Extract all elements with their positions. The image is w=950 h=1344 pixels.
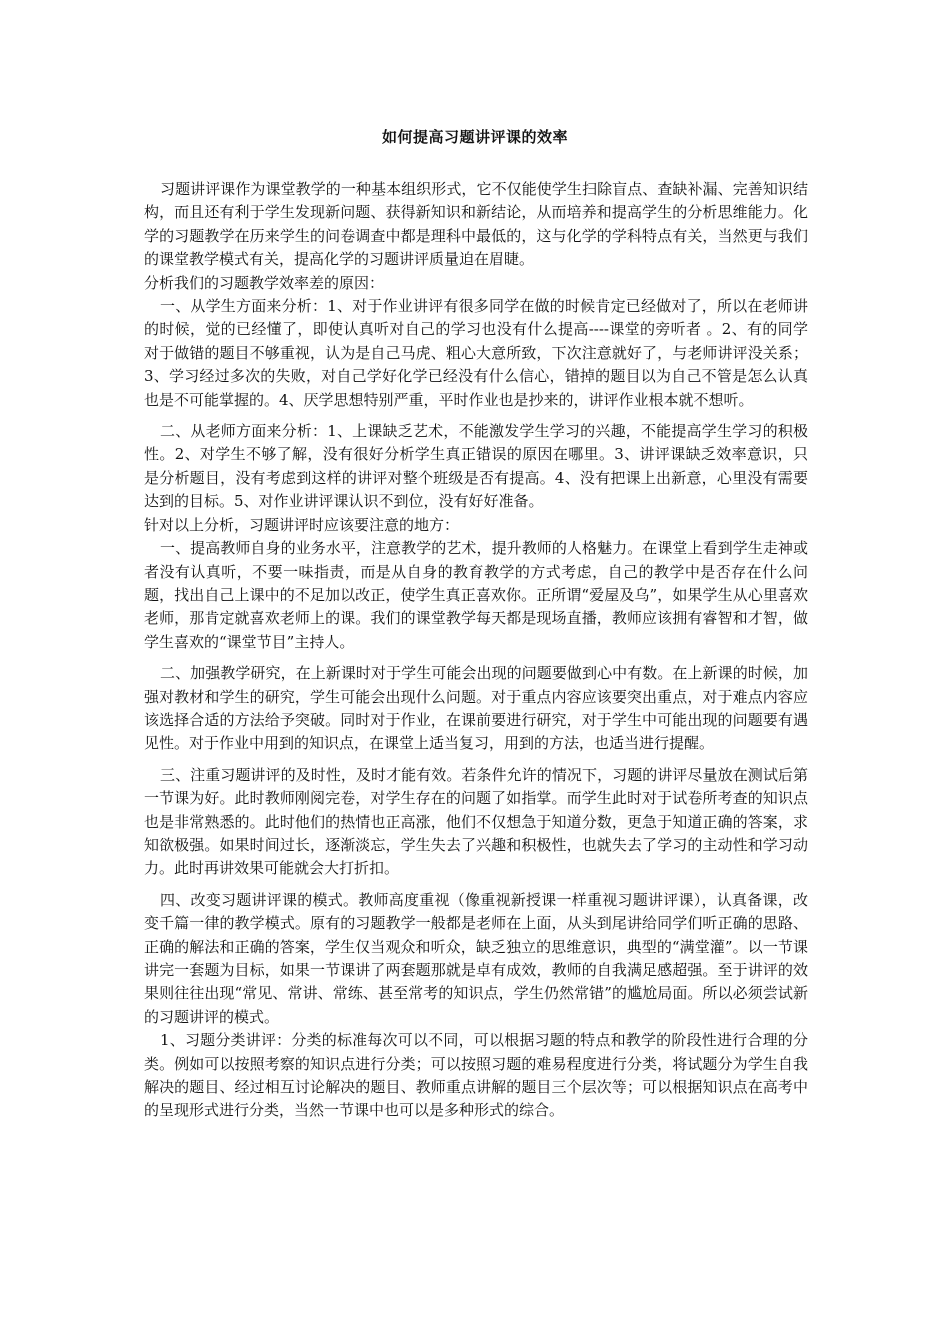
paragraph-point-3: 三、注重习题讲评的及时性，及时才能有效。若条件允许的情况下，习题的讲评尽量放在测试后第一节课为好。此时教师刚阅完卷，对学生存在的问题了如指掌。而学生此时对于试卷所考查的知识点也是非常熟悉的。此时他们的热情也正高涨，他们不仅想急于知道分数，更急于知道正确的答案，求知欲极强。如果时间过长，逐渐淡忘，学生失去了兴趣和积极性，也就失去了学习的主动性和学习动力。此时再讲效果可能就会大打折扣。 — [144, 765, 808, 878]
paragraph-student-analysis: 一、从学生方面来分析：1、对于作业讲评有很多同学在做的时候肯定已经做对了，所以在老师讲的时候，觉的已经懂了，即使认真听对自己的学习也没有什么提高----课堂的旁听者 。2、有的同学对于做错的题目不够重视，认为是自己马虎、粗心大意所致，下次注意就好了，与老师讲评没关系；3、学习经过多次的失败，对自己学好化学已经没有什么信心，错掉的题目以为自己不管是怎么认真也是不可能掌握的。4、厌学思想特别严重，平时作业也是抄来的，讲评作业根本就不想听。 — [144, 297, 808, 409]
paragraph-point-2: 二、加强教学研究，在上新课时对于学生可能会出现的问题要做到心中有数。在上新课的时候，加强对教材和学生的研究，学生可能会出现什么问题。对于重点内容应该要突出重点，对于难点内容应该选择合适的方法给予突破。同时对于作业，在课前要进行研究，对于学生中可能出现的问题要有遇见性。对于作业中用到的知识点，在课堂上适当复习，用到的方法，也适当进行提醒。 — [144, 664, 808, 753]
paragraph-teacher-analysis: 二、从老师方面来分析：1、上课缺乏艺术，不能激发学生学习的兴趣，不能提高学生学习的积极性。2、对学生不够了解，没有很好分析学生真正错误的原因在哪里。3、讲评课缺乏效率意识，只是分析题目，没有考虑到这样的讲评对整个班级是否有提高。4、没有把课上出新意，心里没有需要达到的目标。5、对作业讲评课认识不到位，没有好好准备。 — [144, 422, 808, 511]
document-title: 如何提高习题讲评课的效率 — [381, 128, 568, 146]
document-body — [144, 178, 808, 1123]
paragraph-attention-heading: 针对以上分析，习题讲评时应该要注意的地方： — [144, 515, 460, 534]
paragraph-point-1: 一、提高教师自身的业务水平，注意教学的艺术，提升教师的人格魅力。在课堂上看到学生走神或者没有认真听，不要一味指责，而是从自身的教育教学的方式考虑，自己的教学中是否存在什么问题，找出自己上课中的不足加以改正，使学生真正喜欢你。正所谓“爱屋及乌”，如果学生从心里喜欢老师，那肯定就喜欢老师上的课。我们的课堂教学每天都是现场直播，教师应该拥有睿智和才智，做学生喜欢的“课堂节目”主持人。 — [144, 539, 808, 651]
paragraph-point-4: 四、改变习题讲评课的模式。教师高度重视（像重视新授课一样重视习题讲评课），认真备课，改变千篇一律的教学模式。原有的习题教学一般都是老师在上面，从头到尾讲给同学们听正确的思路、正确的解法和正确的答案，学生仅当观众和听众，缺乏独立的思维意识，典型的“满堂灌”。以一节课讲完一套题为目标，如果一节课讲了两套题那就是卓有成效，教师的自我满足感超强。至于讲评的效果则往往出现“常见、常讲、常练、甚至常考的知识点，学生仍然常错”的尴尬局面。所以必须尝试新的习题讲评的模式。 — [144, 890, 808, 1026]
paragraph-intro: 习题讲评课作为课堂教学的一种基本组织形式，它不仅能使学生扫除盲点、查缺补漏、完善知识结构，而且还有利于学生发现新问题、获得新知识和新结论，从而培养和提高学生的分析思维能力。化学的习题教学在历来学生的问卷调查中都是理科中最低的，这与化学的学科特点有关，当然更与我们的课堂教学模式有关，提高化学的习题讲评质量迫在眉睫。 — [144, 180, 808, 269]
paragraph-classification: 1、习题分类讲评：分类的标准每次可以不同，可以根据习题的特点和教学的阶段性进行合理的分类。例如可以按照考察的知识点进行分类；可以按照习题的难易程度进行分类，将试题分为学生自我解决的题目、经过相互讨论解决的题目、教师重点讲解的题目三个层次等；可以根据知识点在高考中的呈现形式进行分类，当然一节课中也可以是多种形式的综合。 — [144, 1031, 808, 1120]
paragraph-analysis-heading: 分析我们的习题教学效率差的原因： — [144, 273, 385, 292]
